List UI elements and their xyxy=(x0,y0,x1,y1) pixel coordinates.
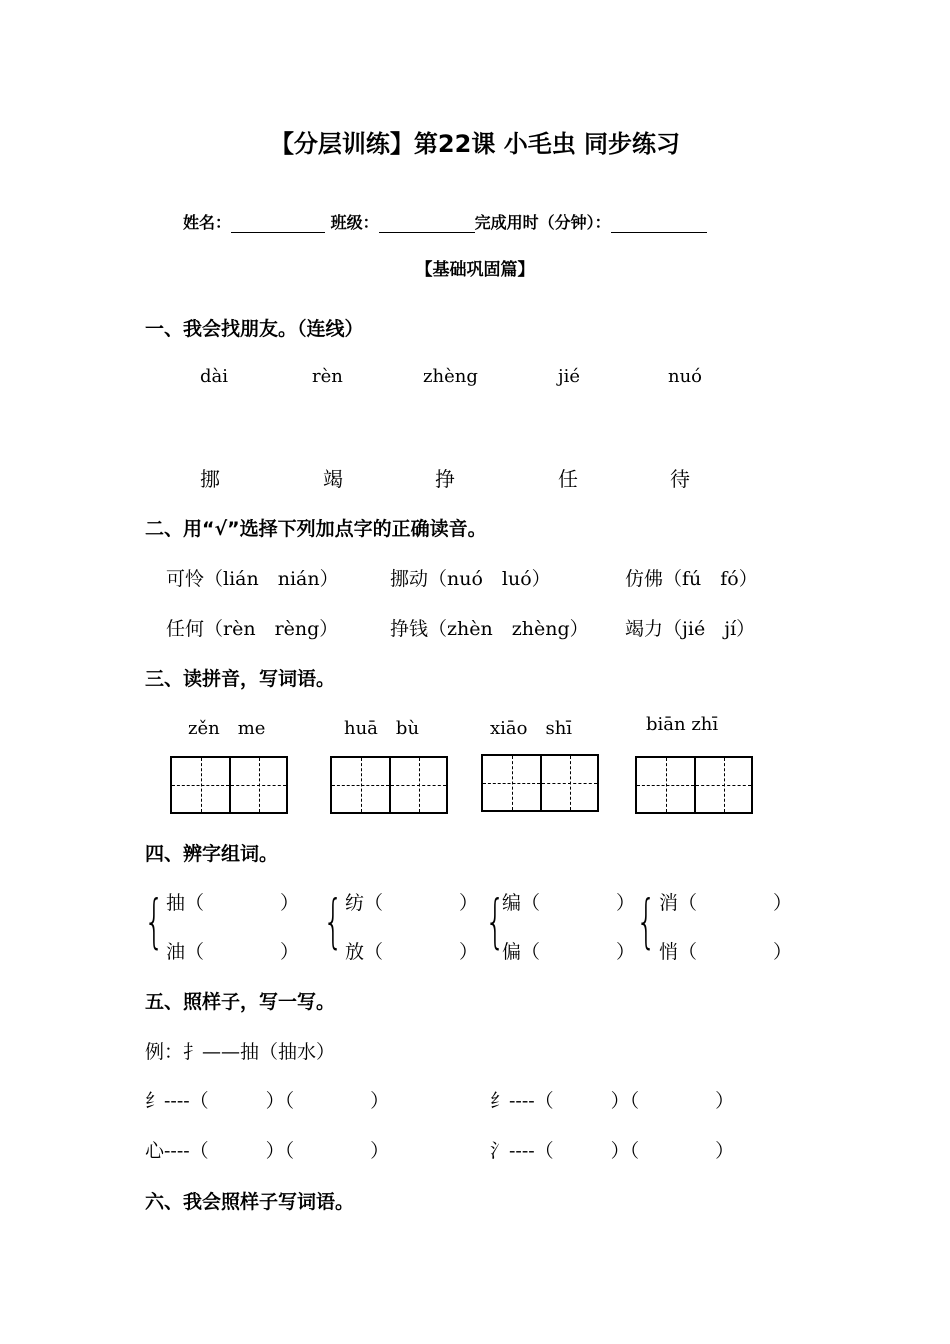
q1-char: 任 xyxy=(558,467,578,491)
q5-item: 纟----（ ）（ ） xyxy=(145,1090,390,1112)
q5-item: 心----（ ）（ ） xyxy=(145,1140,390,1162)
writing-grid[interactable] xyxy=(330,756,448,814)
q4-item: 抽（ ） xyxy=(166,892,300,914)
brace-icon: { xyxy=(636,887,657,955)
q6-heading: 六、我会照样子写词语。 xyxy=(145,1191,355,1213)
q3-pinyin: xiāo shī xyxy=(490,718,573,739)
q1-heading: 一、我会找朋友。（连线） xyxy=(145,318,364,340)
q5-example: 例：扌——抽（抽水） xyxy=(145,1041,336,1063)
writing-grid[interactable] xyxy=(635,756,753,814)
page-title: 【分层训练】第22课 小毛虫 同步练习 xyxy=(269,130,681,158)
brace-icon: { xyxy=(144,887,165,955)
time-blank[interactable] xyxy=(611,214,707,233)
q1-pinyin: rèn xyxy=(312,366,343,387)
q4-item: 纺（ ） xyxy=(345,892,479,914)
q4-heading: 四、辨字组词。 xyxy=(145,843,279,865)
q1-char: 待 xyxy=(670,467,690,491)
class-blank[interactable] xyxy=(379,214,475,233)
q2-item: 挣钱（zhèn zhèng） xyxy=(390,618,589,640)
class-label: 班级： xyxy=(330,213,379,232)
student-info-line xyxy=(183,210,707,233)
q4-item: 油（ ） xyxy=(166,941,300,963)
q3-pinyin: huā bù xyxy=(344,718,420,739)
grid-cell[interactable] xyxy=(540,756,597,810)
q1-pinyin: nuó xyxy=(668,366,703,387)
grid-cell[interactable] xyxy=(172,758,229,812)
q1-char: 挪 xyxy=(200,467,220,491)
q2-item: 任何（rèn rèng） xyxy=(166,618,339,640)
q5-item: 氵----（ ）（ ） xyxy=(490,1140,735,1162)
q2-item: 竭力（jié jí） xyxy=(625,618,756,640)
q4-item: 消（ ） xyxy=(659,892,793,914)
q1-pinyin: jié xyxy=(558,366,580,387)
grid-cell[interactable] xyxy=(229,758,286,812)
q3-pinyin: zěn me xyxy=(188,718,266,739)
q3-pinyin: biān zhī xyxy=(646,714,719,735)
q2-item: 仿佛（fú fó） xyxy=(625,568,758,590)
q4-item: 放（ ） xyxy=(345,941,479,963)
q1-pinyin: zhèng xyxy=(423,366,478,387)
q4-item: 悄（ ） xyxy=(659,941,793,963)
q5-heading: 五、照样子，写一写。 xyxy=(145,991,336,1013)
q3-heading: 三、读拼音，写词语。 xyxy=(145,668,336,690)
q1-pinyin: dài xyxy=(200,366,229,387)
grid-cell[interactable] xyxy=(694,758,751,812)
name-blank[interactable] xyxy=(231,214,325,233)
grid-cell[interactable] xyxy=(389,758,446,812)
name-label: 姓名： xyxy=(183,213,232,232)
q2-item: 挪动（nuó luó） xyxy=(390,568,551,590)
q1-char: 挣 xyxy=(435,467,455,491)
grid-cell[interactable] xyxy=(637,758,694,812)
q1-char: 竭 xyxy=(323,467,343,491)
q2-heading: 二、用“√”选择下列加点字的正确读音。 xyxy=(145,518,487,540)
grid-cell[interactable] xyxy=(483,756,540,810)
q2-item: 可怜（lián nián） xyxy=(166,568,339,590)
brace-icon: { xyxy=(485,887,506,955)
brace-icon: { xyxy=(323,887,344,955)
grid-cell[interactable] xyxy=(332,758,389,812)
q4-item: 偏（ ） xyxy=(502,941,636,963)
q4-item: 编（ ） xyxy=(502,892,636,914)
writing-grid[interactable] xyxy=(170,756,288,814)
section-heading: 【基础巩固篇】 xyxy=(415,260,535,280)
time-label: 完成用时（分钟）： xyxy=(474,213,611,232)
q5-item: 纟----（ ）（ ） xyxy=(490,1090,735,1112)
writing-grid[interactable] xyxy=(481,754,599,812)
